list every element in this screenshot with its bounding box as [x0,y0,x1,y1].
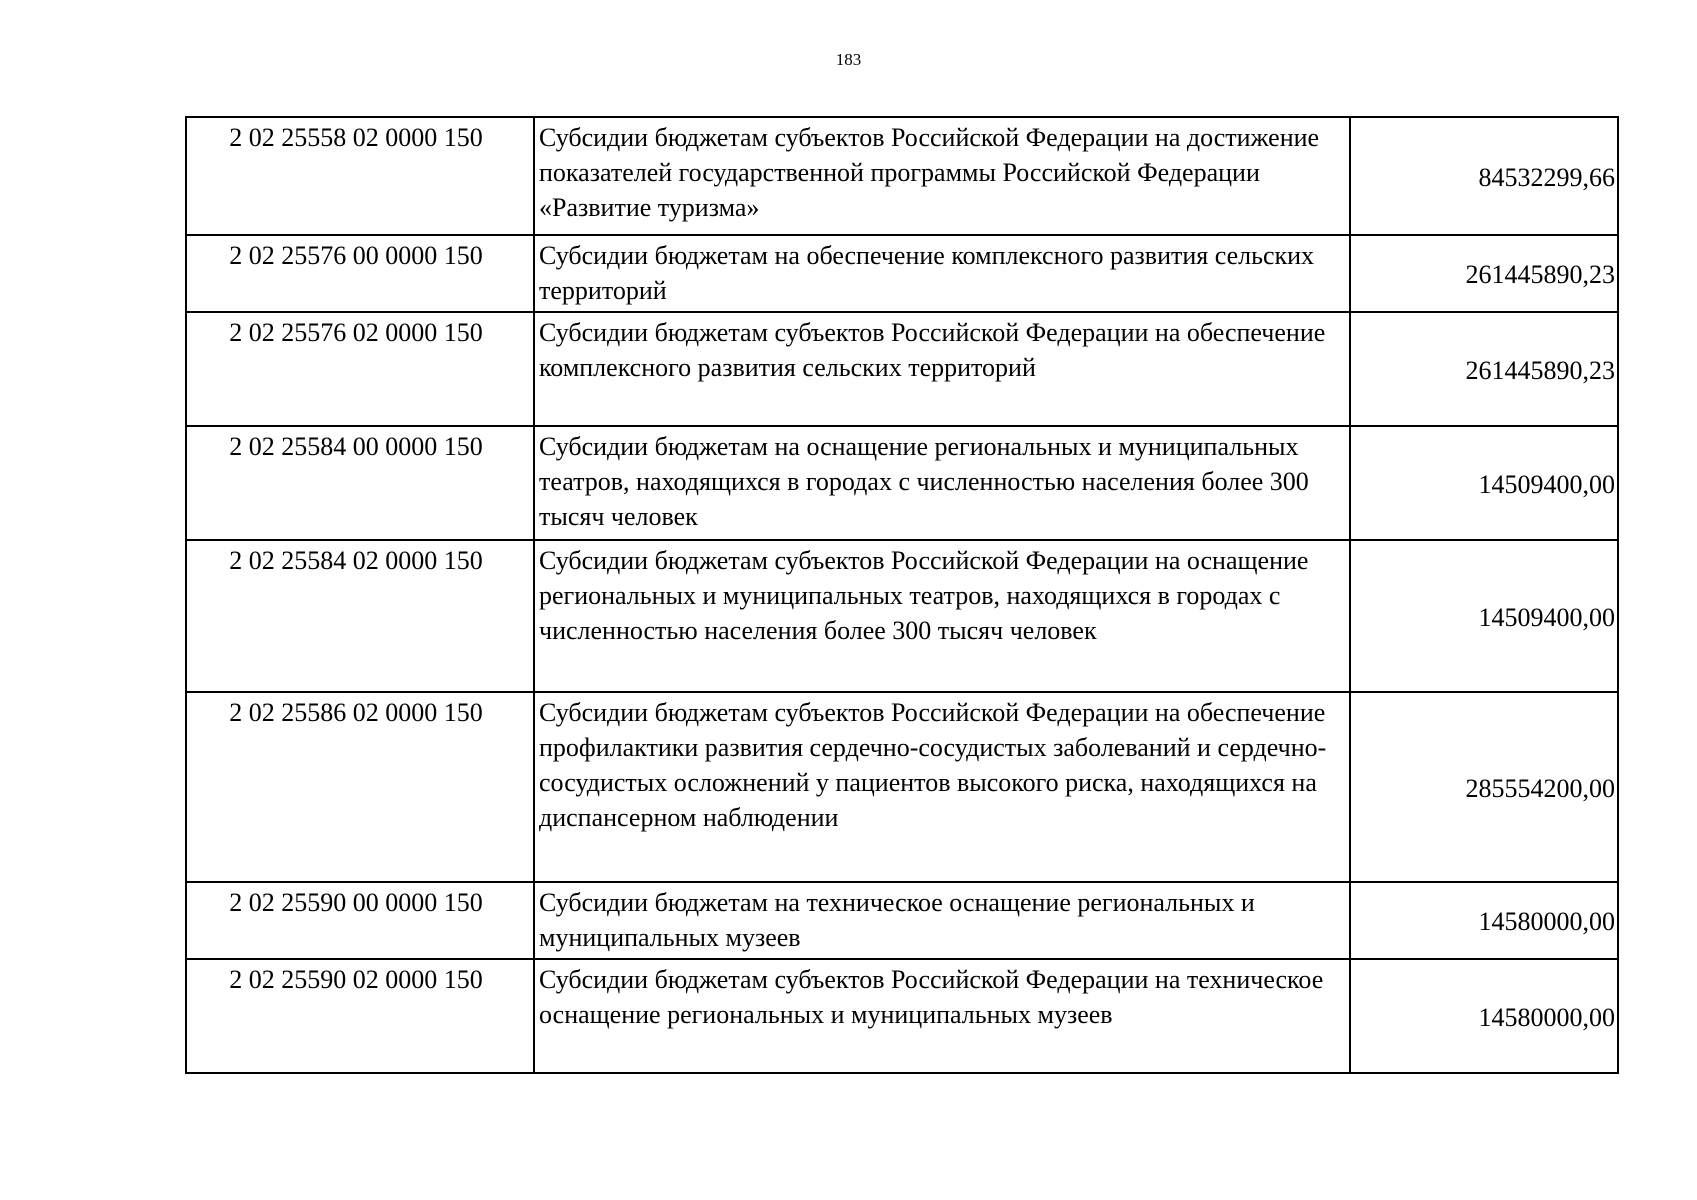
table-row [186,312,1618,426]
amount-cell: 14580000,00 [1350,882,1618,959]
description-cell: Субсидии бюджетам субъектов Российской Федерации на оснащение региональных и муниципальных театров, находящихся в городах с численностью населения более 300 тысяч человек [534,540,1350,692]
budget-code-cell: 2 02 25584 02 0000 150 [186,540,534,692]
description-cell: Субсидии бюджетам субъектов Российской Федерации на техническое оснащение региональных и муниципальных музеев [534,959,1350,1073]
table-row [186,959,1618,1073]
amount-cell: 14509400,00 [1350,426,1618,540]
table-row [186,540,1618,692]
description-cell: Субсидии бюджетам субъектов Российской Федерации на обеспечение комплексного развития сельских территорий [534,312,1350,426]
budget-code-cell: 2 02 25584 00 0000 150 [186,426,534,540]
budget-code-cell: 2 02 25586 02 0000 150 [186,692,534,882]
budget-code-cell: 2 02 25558 02 0000 150 [186,117,534,235]
amount-cell: 84532299,66 [1350,117,1618,235]
budget-revenue-table [185,116,1619,1074]
table-row [186,692,1618,882]
table-row [186,882,1618,959]
budget-code-cell: 2 02 25590 02 0000 150 [186,959,534,1073]
table-row [186,426,1618,540]
description-cell: Субсидии бюджетам на оснащение региональных и муниципальных театров, находящихся в городах с численностью населения более 300 тысяч человек [534,426,1350,540]
description-cell: Субсидии бюджетам субъектов Российской Федерации на обеспечение профилактики развития сердечно-сосудистых заболеваний и сердечно-сосудистых осложнений у пациентов высокого риска, находящихся на диспансерном наблюдении [534,692,1350,882]
amount-cell: 14509400,00 [1350,540,1618,692]
budget-code-cell: 2 02 25576 00 0000 150 [186,235,534,312]
table-row [186,235,1618,312]
amount-cell: 261445890,23 [1350,235,1618,312]
table-row [186,117,1618,235]
description-cell: Субсидии бюджетам на обеспечение комплексного развития сельских территорий [534,235,1350,312]
description-cell: Субсидии бюджетам на техническое оснащение региональных и муниципальных музеев [534,882,1350,959]
budget-code-cell: 2 02 25576 02 0000 150 [186,312,534,426]
budget-code-cell: 2 02 25590 00 0000 150 [186,882,534,959]
description-cell: Субсидии бюджетам субъектов Российской Федерации на достижение показателей государственной программы Российской Федерации «Развитие туризма» [534,117,1350,235]
amount-cell: 285554200,00 [1350,692,1618,882]
page-number: 183 [835,50,862,69]
amount-cell: 14580000,00 [1350,959,1618,1073]
amount-cell: 261445890,23 [1350,312,1618,426]
